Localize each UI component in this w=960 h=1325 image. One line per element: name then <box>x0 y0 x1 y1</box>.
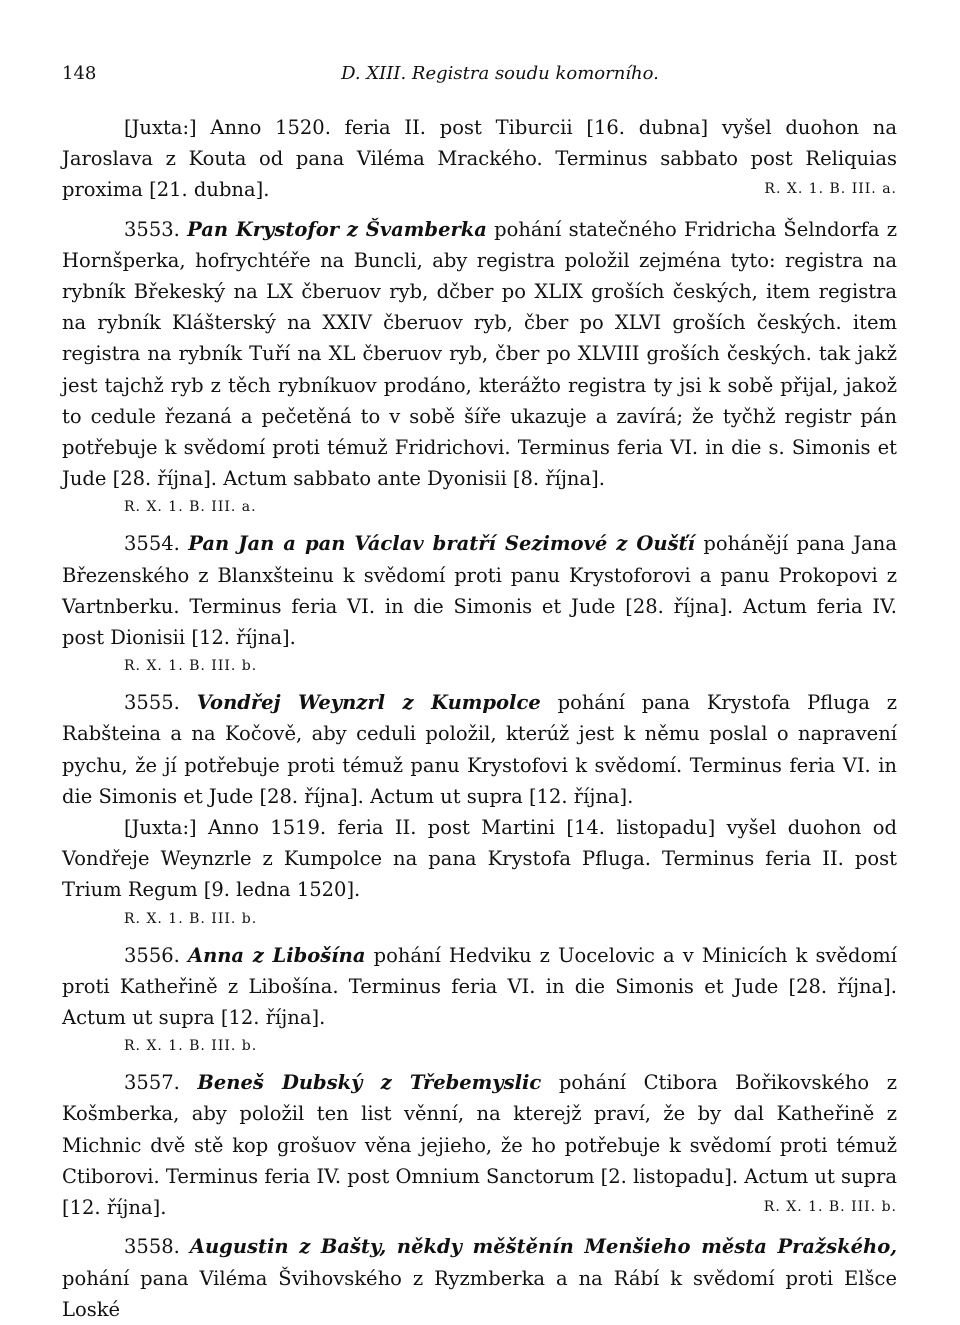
page-body <box>62 112 897 1325</box>
entry-text: pohání pana Krystofa Pfluga z Rabšteina a na Kočově, aby ceduli položil, kterúž jest k němu poslal o napravení pychu, že jí potřebuje proti témuž panu Krystofovi k svědomí. Terminus feria VI. in die Simonis et Jude [28. října]. Actum ut supra [12. října]. <box>62 691 898 808</box>
entry-text: pohání pana Viléma Švihovského z Ryzmberka a na Rábí k svědomí proti Elšce Loské <box>62 1266 897 1321</box>
entry-number: 3554. <box>124 532 180 556</box>
entry-text: pohání statečného Fridricha Šelndorfa z Hornšperka, hofrychtéře na Buncli, aby registra položil zejména tyto: registra na rybník Břekeský na LX čberuov ryb, dčber po XLIX groších českých, item registra na rybník Klášterský na XXIV čberuov ryb, čber po XLVI groších českých. item registra na rybník Tuří na XL čberuov ryb, čber po XLVIII groších českých. tak jakž jest tajchž ryb z těch rybníkuov prodáno, kterážto registra ty jsi k sobě přijal, jakož to cedule řezaná a pečetěná to v sobě šíře ukazuje a zavírá; že tyčhž registr pán potřebuje k svědomí proti témuž Fridrichovi. Terminus feria VI. in die s. Simonis et Jude [28. října]. Actum sabbato ante Dyonisii [8. října]. <box>62 217 898 491</box>
entry-3558 <box>62 1231 897 1325</box>
running-head: D. XIII. Registra soudu komorního. <box>341 63 659 84</box>
archive-signature: R. X. 1. B. III. a. <box>764 181 897 198</box>
page-number: 148 <box>62 63 97 84</box>
entry-party-name: Augustin z Bašty, někdy měštěnín Menšieho města Pražského, <box>189 1235 897 1259</box>
archive-signature: R. X. 1. B. III. a. <box>124 499 257 516</box>
entry-3554 <box>62 528 897 653</box>
entry-number: 3555. <box>124 691 180 715</box>
archive-signature: R. X. 1. B. III. b. <box>124 910 258 927</box>
entry-number: 3557. <box>124 1071 180 1095</box>
entry-3556 <box>62 940 897 1034</box>
spacer <box>62 1059 897 1067</box>
entry-text: pohání Ctibora Bořikovského z Košmberka, aby položil ten list věnní, na kterejž praví, že by dal Katheřině z Michnic dvě stě kop grošuov věna jejieho, že ho potřebuje k svědomí proti témuž Ctiborovi. Terminus feria IV. post Omnium Sanctorum [2. listopadu]. Actum ut supra [12. října]. <box>62 1071 897 1220</box>
entry-text: pohání Hedviku z Uocelovic a v Minicích k svědomí proti Katheřině z Libošína. Terminus feria VI. in die Simonis et Jude [28. října]. Actum ut supra [12. října]. <box>62 943 898 1030</box>
entry-number: 3558. <box>124 1235 180 1259</box>
entry-3555 <box>62 687 897 812</box>
archive-signature: R. X. 1. B. III. b. <box>124 658 258 675</box>
archive-signature: R. X. 1. B. III. b. <box>763 1199 897 1216</box>
spacer <box>62 1223 897 1231</box>
spacer <box>62 206 897 214</box>
entry-3553 <box>62 214 897 495</box>
entry-party-name: Vondřej Weynzrl z Kumpolce <box>196 691 541 715</box>
entry-party-name: Anna z Libošína <box>187 943 366 967</box>
archive-signature: R. X. 1. B. III. b. <box>124 1038 258 1055</box>
spacer <box>62 520 897 528</box>
entry-number: 3556. <box>124 943 180 967</box>
entry-party-name: Pan Jan a pan Václav bratří Sezimové z Oušťí <box>188 532 695 556</box>
entry-juxta-intro <box>62 112 897 206</box>
entry-text: [Juxta:] Anno 1520. feria II. post Tiburcii [16. dubna] vyšel duohon na Jaroslava z Kouta od pana Viléma Mrackého. Terminus sabbato post Reliquias proxima [21. dubna]. <box>62 116 897 202</box>
entry-text: pohánějí pana Jana Březenského z Blanxšteinu k svědomí proti panu Krystoforovi a panu Prokopovi z Vartnberku. Terminus feria VI. in die Simonis et Jude [28. října]. Actum feria IV. post Dionisii [12. října]. <box>62 532 897 650</box>
entry-party-name: Beneš Dubský z Třebemyslic <box>197 1071 542 1095</box>
entry-party-name: Pan Krystofor z Švamberka <box>187 217 487 241</box>
page-header <box>62 61 898 87</box>
spacer <box>62 932 897 940</box>
entry-number: 3553. <box>124 217 180 241</box>
entry-3557 <box>62 1067 897 1223</box>
entry-3555-juxta: [Juxta:] Anno 1519. feria II. post Martini [14. listopadu] vyšel duohon od Vondřeje Weynzrle z Kumpolce na pana Krystofa Pfluga. Terminus feria II. post Trium Regum [9. ledna 1520]. <box>62 816 897 902</box>
spacer <box>62 679 897 687</box>
